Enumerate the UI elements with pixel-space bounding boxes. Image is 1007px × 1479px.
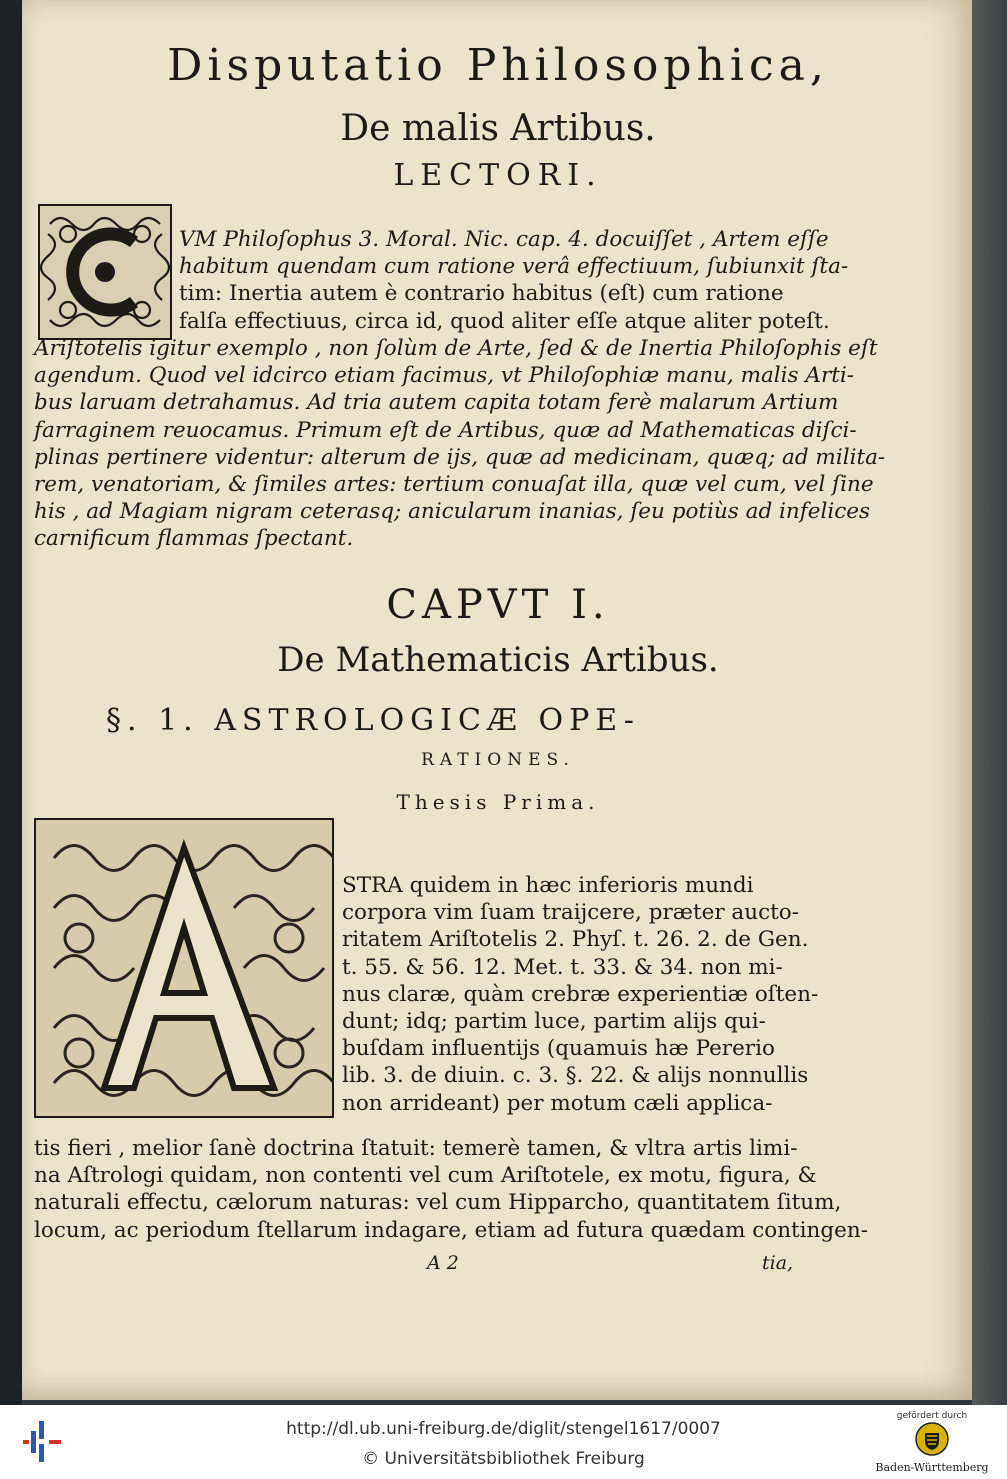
text-line: farraginem reuocamus. Primum eſt de Artibus, quæ ad Mathematicas diſci- (34, 417, 857, 443)
thesis-paragraph-full (34, 1135, 868, 1244)
text-line: falſa effectiuus, circa id, quod aliter eſſe atque aliter poteſt. (179, 308, 830, 334)
text-line: na Aſtrologi quidam, non contenti vel cum Ariſtotele, ex motu, figura, & (34, 1163, 817, 1189)
book-page (22, 0, 974, 1400)
text-line: habitum quendam cum ratione verâ effectiuum, ſubiunxit ſta- (179, 254, 849, 280)
text-line: nus claræ, quàm crebræ experientiæ oſten- (342, 981, 819, 1007)
page-edge-shadow (972, 0, 1007, 1405)
page-title: Disputatio Philosophica, (167, 40, 829, 91)
footer-bar (0, 1405, 1007, 1479)
text-line: rem, venatoriam, & ſimiles artes: tertium conuaſat illa, quæ vel cum, vel ſine (34, 472, 874, 498)
intro-paragraph-indented (179, 226, 848, 335)
signature-mark: A 2 (427, 1252, 459, 1274)
text-line: ritatem Ariſtotelis 2. Phyſ. t. 26. 2. de Gen. (342, 927, 809, 953)
intro-paragraph-full (34, 335, 885, 553)
text-line: STRA quidem in hæc inferioris mundi (342, 873, 754, 898)
text-line: dunt; idq; partim luce, partim alijs qui- (342, 1009, 766, 1035)
text-line: lib. 3. de diuin. c. 3. §. 22. & alijs nonnullis (342, 1063, 809, 1089)
catchword: tia, (762, 1252, 794, 1274)
text-line: corpora vim ſuam traijcere, præter aucto- (342, 900, 799, 926)
text-line: t. 55. & 56. 12. Met. t. 33. & 34. non mi- (342, 954, 783, 980)
sponsor-name: Baden-Württemberg (875, 1461, 989, 1474)
thesis-paragraph-indented (342, 872, 818, 1117)
copyright-notice: © Universitätsbibliothek Freiburg (362, 1449, 645, 1469)
text-line: Ariſtotelis igitur exemplo , non ſolùm de Arte, ſed & de Inertia Philoſophis eſt (34, 336, 878, 361)
text-line: his , ad Magiam nigram ceterasq; anicularum inanias, ſeu potiùs ad infelices (34, 499, 871, 525)
text-line: tim: Inertia autem è contrario habitus (eſt) cum ratione (179, 281, 784, 307)
section-heading: §. 1. ASTROLOGICÆ OPE- (106, 703, 640, 738)
page-subtitle: De malis Artibus. (340, 108, 656, 149)
decorated-initial-a (34, 818, 334, 1118)
section-heading-continued: RATIONES. (421, 750, 575, 770)
binding-edge (0, 0, 22, 1405)
coat-of-arms-icon (914, 1421, 950, 1457)
text-line: VM Philoſophus 3. Moral. Nic. cap. 4. docuiſſet , Artem eſſe (179, 227, 829, 252)
text-line: plinas pertinere videntur: alterum de ijs, quæ ad medicinam, quæq; ad milita- (34, 444, 886, 470)
text-line: buſdam influentijs (quamuis hæ Pererio (342, 1036, 775, 1062)
text-line: tis fieri , melior ſanè doctrina ſtatuit: temerè tamen, & vltra artis limi- (34, 1136, 798, 1161)
thesis-heading: Thesis Prima. (396, 790, 600, 814)
text-line: non arrideant) per motum cæli applica- (342, 1090, 773, 1116)
text-line: carnificum flammas ſpectant. (34, 526, 354, 552)
chapter-subtitle: De Mathematicis Artibus. (277, 640, 719, 680)
sponsor-badge (872, 1409, 992, 1479)
permalink-url[interactable]: http://dl.ub.uni-freiburg.de/diglit/stengel1617/0007 (286, 1419, 721, 1439)
text-line: agendum. Quod vel idcirco etiam facimus, vt Philoſophiæ manu, malis Arti- (34, 363, 855, 389)
text-line: bus laruam detrahamus. Ad tria autem capita totam ferè malarum Artium (34, 390, 839, 416)
lectori-heading: LECTORI. (393, 158, 603, 193)
chapter-heading: CAPVT I. (386, 582, 610, 628)
decorated-initial-c (38, 204, 172, 340)
text-line: naturali effectu, cælorum naturas: vel cum Hipparcho, quantitatem ſitum, (34, 1190, 842, 1216)
text-line: locum, ac periodum ſtellarum indagare, etiam ad futura quædam contingen- (34, 1217, 868, 1243)
sponsor-caption: gefördert durch (896, 1411, 968, 1421)
